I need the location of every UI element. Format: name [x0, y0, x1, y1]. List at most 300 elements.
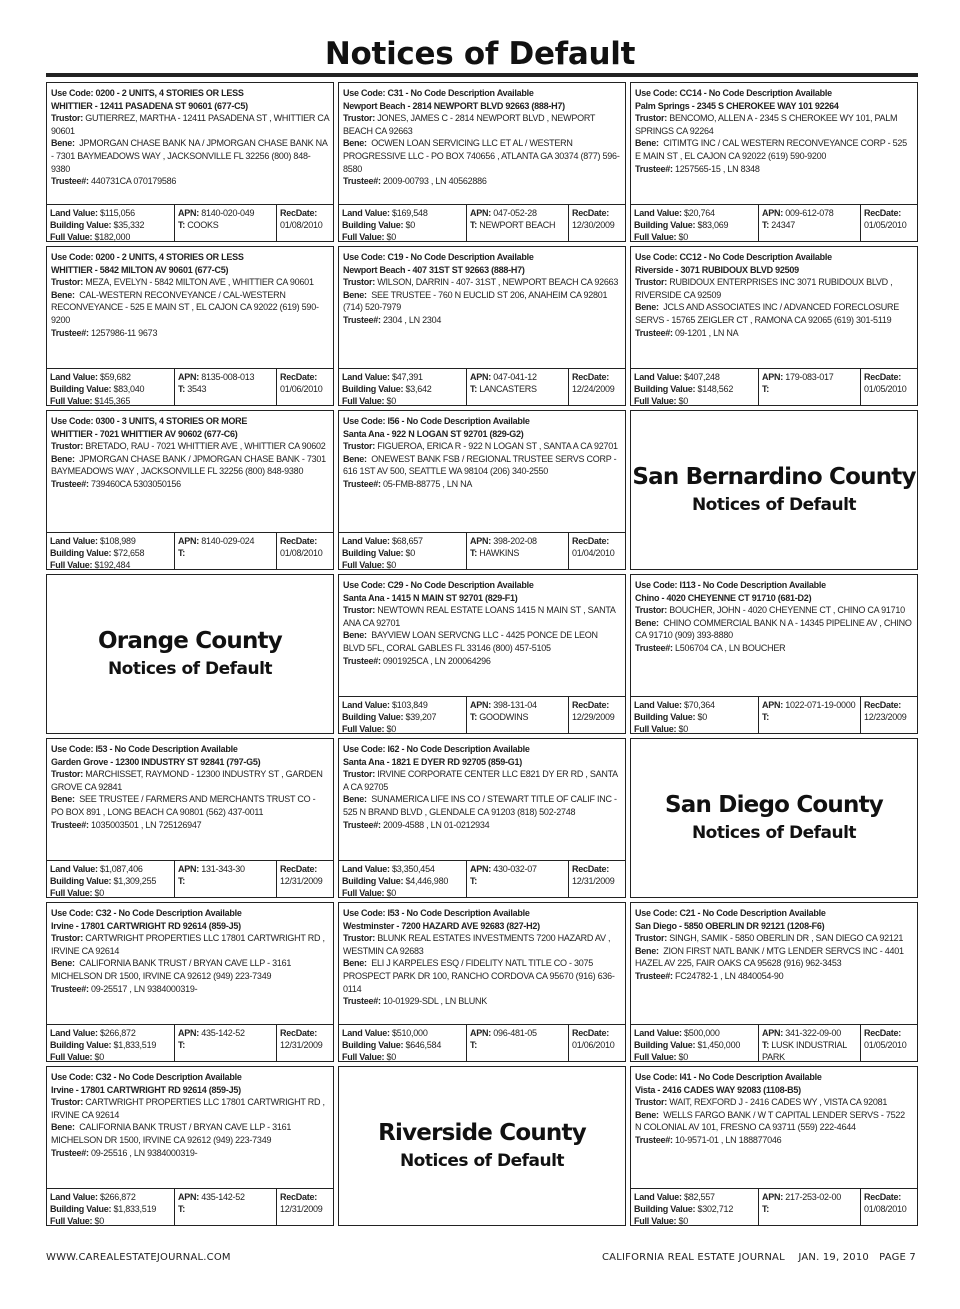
full-value: $0	[94, 1052, 105, 1061]
apn-column	[467, 369, 569, 405]
trustee-line	[51, 175, 329, 188]
t-label: T:	[178, 1204, 185, 1214]
notice-values	[47, 860, 333, 897]
apn-value: 430-032-07	[493, 864, 537, 874]
recdate-value: 12/24/2009	[572, 384, 615, 394]
apn-column	[759, 369, 861, 405]
apn-label: APN:	[178, 208, 199, 218]
building-value-line	[634, 1203, 755, 1215]
t-line	[178, 1203, 273, 1215]
notice-values	[339, 532, 625, 569]
notice-body	[47, 1067, 333, 1188]
building-value-line	[634, 711, 755, 723]
building-value: $1,309,255	[113, 876, 157, 886]
title-rule	[46, 73, 918, 77]
trustee-label: Trustee#:	[51, 1147, 89, 1158]
property-address: WHITTIER - 5842 MILTON AV 90601 (677-C5)	[51, 264, 229, 275]
t-line	[762, 1203, 857, 1215]
trustee-line	[343, 314, 621, 327]
apn-line	[470, 207, 565, 219]
value-column	[339, 861, 467, 897]
building-value-label: Building Value:	[342, 384, 404, 394]
recdate-label: RecDate:	[572, 536, 610, 546]
notice-card	[46, 410, 334, 570]
full-value-label: Full Value:	[342, 232, 385, 241]
county-subtitle: Notices of Default	[107, 659, 273, 679]
apn-label: APN:	[470, 864, 491, 874]
notice-values	[339, 368, 625, 405]
trustor-line	[51, 1096, 329, 1121]
value-column	[339, 697, 467, 733]
county-subtitle: Notices of Default	[399, 1151, 565, 1171]
apn-line	[470, 699, 565, 711]
apn-column	[175, 1025, 277, 1061]
land-value-label: Land Value:	[50, 1192, 98, 1202]
t-label: T:	[470, 712, 477, 722]
trustee-label: Trustee#:	[51, 327, 89, 338]
trustee-value: 440731CA 070179586	[91, 176, 177, 187]
building-value-label: Building Value:	[50, 548, 112, 558]
trustee-line	[635, 642, 913, 655]
trustor-line	[51, 440, 329, 453]
notice-body	[339, 575, 625, 696]
trustor-label: Trustor:	[343, 933, 376, 944]
recdate-column	[861, 697, 917, 733]
building-value-line	[50, 547, 171, 559]
trustor-label: Trustor:	[343, 441, 376, 452]
county-name: San Bernardino County	[632, 464, 916, 490]
trustor-label: Trustor:	[635, 1097, 668, 1108]
t-value: LUSK INDUSTRIAL PARK	[762, 1040, 847, 1061]
apn-line	[470, 371, 565, 383]
bene-value: SEE TRUSTEE - 760 N EUCLID ST 206, ANAHEIM CA 92801 (714) 520-7979	[343, 289, 608, 313]
t-line	[762, 711, 857, 723]
trustee-label: Trustee#:	[51, 983, 89, 994]
recdate-value: 01/08/2010	[864, 1204, 907, 1214]
land-value-line	[50, 1027, 171, 1039]
trustor-label: Trustor:	[343, 605, 376, 616]
building-value: $0	[405, 220, 416, 230]
land-value-label: Land Value:	[50, 208, 98, 218]
trustee-value: 2304 , LN 2304	[383, 314, 442, 325]
bene-label: Bene:	[635, 945, 659, 956]
use-code: Use Code: I53 - No Code Description Available	[343, 908, 530, 918]
bene-label: Bene:	[51, 1122, 75, 1133]
full-value: $0	[386, 232, 397, 241]
notice-card	[630, 574, 918, 734]
building-value: $4,446,980	[405, 876, 449, 886]
full-value-label: Full Value:	[342, 396, 385, 405]
apn-label: APN:	[762, 208, 783, 218]
footer-publication: CALIFORNIA REAL ESTATE JOURNAL	[602, 1252, 785, 1263]
land-value-label: Land Value:	[342, 208, 390, 218]
bene-label: Bene:	[343, 794, 367, 805]
full-value: $145,365	[94, 396, 131, 405]
trustee-line	[343, 995, 621, 1008]
building-value-label: Building Value:	[634, 1204, 696, 1214]
trustor-label: Trustor:	[635, 113, 668, 124]
notice-values	[47, 1188, 333, 1225]
apn-column	[759, 1189, 861, 1225]
land-value-label: Land Value:	[634, 1192, 682, 1202]
land-value: $510,000	[392, 1028, 428, 1038]
building-value: $39,207	[405, 712, 437, 722]
value-column	[47, 369, 175, 405]
full-value-label: Full Value:	[50, 396, 93, 405]
bene-value: SEE TRUSTEE / FARMERS AND MERCHANTS TRUST CO - PO BOX 891 , LONG BEACH CA 90801 (562) 437-0011	[51, 794, 316, 817]
land-value-label: Land Value:	[342, 372, 390, 382]
recdate-column	[277, 1189, 333, 1225]
bene-value: CAL-WESTERN RECONVEYANCE / CAL-WESTERN RECONVEYANCE - 525 E MAIN ST , EL CAJON CA 92022 (619) 590-9200	[51, 289, 319, 325]
land-value-line	[50, 371, 171, 383]
recdate-label: RecDate:	[572, 208, 610, 218]
trustor-value: SINGH, SAMIK - 5850 OBERLIN DR , SAN DIEGO CA 92121	[669, 933, 904, 944]
trustor-value: GUTIERREZ, MARTHA - 12411 PASADENA ST , WHITTIER CA 90601	[51, 113, 329, 136]
t-line	[762, 219, 857, 231]
bene-value: CALIFORNIA BANK TRUST / BRYAN CAVE LLP - 3161 MICHELSON DR 1500, IRVINE CA 92612 (949) 223-7349	[51, 1122, 292, 1145]
use-code: Use Code: C19 - No Code Description Available	[343, 252, 534, 262]
full-value-line	[634, 1051, 755, 1061]
use-code: Use Code: I62 - No Code Description Available	[343, 744, 530, 754]
land-value-label: Land Value:	[342, 536, 390, 546]
land-value-label: Land Value:	[50, 864, 98, 874]
bene-line	[51, 453, 329, 478]
notice-values	[339, 204, 625, 241]
t-label: T:	[470, 220, 477, 230]
land-value: $70,364	[684, 700, 715, 710]
trustee-line	[343, 175, 621, 188]
apn-value: 047-052-28	[493, 208, 537, 218]
building-value-label: Building Value:	[634, 220, 696, 230]
trustor-value: MARCHISSET, RAYMOND - 12300 INDUSTRY ST , GARDEN GROVE CA 92841	[51, 769, 323, 792]
trustor-value: WAIT, REXFORD J - 2416 CADES WY , VISTA CA 92081	[669, 1097, 888, 1108]
t-label: T:	[762, 384, 769, 394]
building-value: $35,332	[113, 220, 145, 230]
trustor-value: BOUCHER, JOHN - 4020 CHEYENNE CT , CHINO CA 91710	[669, 605, 905, 616]
land-value: $1,087,406	[100, 864, 143, 874]
trustee-line	[51, 478, 329, 491]
recdate-column	[277, 861, 333, 897]
apn-value: 217-253-02-00	[785, 1192, 842, 1202]
t-label: T:	[470, 876, 477, 886]
trustee-value: 0901925CA , LN 200064296	[383, 655, 491, 666]
notice-card	[630, 82, 918, 242]
land-value-line	[634, 1191, 755, 1203]
value-column	[47, 1189, 175, 1225]
full-value-line	[342, 231, 463, 241]
apn-label: APN:	[470, 700, 491, 710]
trustee-value: 1257565-15 , LN 8348	[675, 163, 760, 174]
bene-line	[51, 793, 329, 818]
t-line	[762, 383, 857, 395]
land-value-line	[342, 1027, 463, 1039]
full-value-label: Full Value:	[634, 396, 677, 405]
recdate-value: 01/04/2010	[572, 548, 615, 558]
building-value-label: Building Value:	[634, 712, 696, 722]
notice-values	[631, 1188, 917, 1225]
t-line	[470, 383, 565, 395]
land-value-line	[50, 863, 171, 875]
recdate-column	[569, 369, 625, 405]
t-line	[178, 875, 273, 887]
building-value-label: Building Value:	[342, 876, 404, 886]
full-value-label: Full Value:	[50, 232, 93, 241]
trustee-label: Trustee#:	[635, 163, 673, 174]
apn-value: 8140-020-049	[201, 208, 255, 218]
use-code: Use Code: CC14 - No Code Description Available	[635, 88, 832, 98]
recdate-label: RecDate:	[280, 864, 318, 874]
trustee-line	[635, 1134, 913, 1147]
property-address: Palm Springs - 2345 S CHEROKEE WAY 101 92264	[635, 100, 839, 111]
land-value-line	[634, 207, 755, 219]
apn-column	[175, 533, 277, 569]
recdate-value: 01/06/2010	[572, 1040, 615, 1050]
recdate-column	[861, 1189, 917, 1225]
use-code: Use Code: 0200 - 2 UNITS, 4 STORIES OR LESS	[51, 252, 244, 262]
land-value-line	[634, 371, 755, 383]
apn-column	[467, 1025, 569, 1061]
land-value: $3,350,454	[392, 864, 435, 874]
apn-column	[175, 861, 277, 897]
land-value-line	[634, 699, 755, 711]
building-value-label: Building Value:	[342, 548, 404, 558]
land-value-line	[342, 535, 463, 547]
county-header	[46, 574, 334, 734]
apn-line	[470, 1027, 565, 1039]
notice-card	[338, 82, 626, 242]
property-address: Vista - 2416 CADES WAY 92083 (1108-B5)	[635, 1084, 801, 1095]
bene-value: CHINO COMMERCIAL BANK N A - 14345 PIPELINE AV , CHINO CA 91710 (909) 393-8880	[635, 617, 912, 641]
notice-body	[47, 739, 333, 860]
building-value-label: Building Value:	[50, 1204, 112, 1214]
full-value-label: Full Value:	[634, 1216, 677, 1225]
t-label: T:	[762, 220, 769, 230]
notice-card	[46, 1066, 334, 1226]
bene-value: ELI J KARPELES ESQ / FIDELITY NATL TITLE CO - 3075 PROSPECT PARK DR 100, RANCHO CORDOVA CA 95670 (916) 636-0114	[343, 958, 615, 994]
bene-line	[343, 137, 621, 175]
land-value-label: Land Value:	[342, 700, 390, 710]
apn-label: APN:	[178, 536, 199, 546]
building-value: $1,450,000	[697, 1040, 741, 1050]
notice-body	[47, 247, 333, 368]
value-column	[631, 1189, 759, 1225]
full-value-line	[634, 395, 755, 405]
bene-line	[343, 453, 621, 478]
bene-label: Bene:	[343, 958, 367, 969]
trustor-value: CARTWRIGHT PROPERTIES LLC 17801 CARTWRIGHT RD , IRVINE CA 92614	[51, 933, 325, 956]
recdate-column	[569, 697, 625, 733]
notice-body	[339, 903, 625, 1024]
full-value-line	[342, 395, 463, 405]
property-address: Santa Ana - 922 N LOGAN ST 92701 (829-G2)	[343, 428, 524, 439]
full-value: $192,484	[94, 560, 131, 569]
trustee-value: 05-FMB-88775 , LN NA	[383, 478, 473, 489]
recdate-value: 01/05/2010	[864, 220, 907, 230]
bene-line	[635, 1109, 913, 1134]
trustor-value: NEWTOWN REAL ESTATE LOANS 1415 N MAIN ST , SANTA ANA CA 92701	[343, 605, 616, 628]
recdate-value: 01/05/2010	[864, 1040, 907, 1050]
trustor-value: WILSON, DARRIN - 407- 31ST , NEWPORT BEACH CA 92663	[377, 277, 619, 288]
trustee-label: Trustee#:	[343, 478, 381, 489]
trustee-value: 1257986-11 9673	[91, 327, 158, 338]
county-header	[338, 1066, 626, 1226]
building-value-label: Building Value:	[50, 876, 112, 886]
use-code: Use Code: C32 - No Code Description Available	[51, 1072, 242, 1082]
apn-label: APN:	[178, 1192, 199, 1202]
building-value-line	[634, 383, 755, 395]
trustee-line	[635, 970, 913, 983]
recdate-label: RecDate:	[864, 208, 902, 218]
county-name: Orange County	[98, 628, 282, 654]
t-value: COOKS	[187, 220, 219, 230]
bene-value: OCWEN LOAN SERVICING LLC ET AL / WESTERN PROGRESSIVE LLC - PO BOX 740656 , ATLANTA GA 30374 (877) 596-8580	[343, 138, 620, 174]
county-name: Riverside County	[378, 1120, 586, 1146]
recdate-column	[277, 1025, 333, 1061]
bene-value: WELLS FARGO BANK / W T CAPITAL LENDER SERVS - 7522 N COLONIAL AV 101, FRESNO CA 93711 (559) 222-4644	[635, 1109, 905, 1133]
land-value-label: Land Value:	[634, 700, 682, 710]
trustee-value: 1035003501 , LN 725126947	[91, 819, 202, 830]
notice-body	[631, 83, 917, 204]
notice-body	[631, 247, 917, 368]
trustee-label: Trustee#:	[635, 970, 673, 981]
bene-value: SUNAMERICA LIFE INS CO / STEWART TITLE OF CALIF INC - 525 N BRAND BLVD , GLENDALE CA 91203 (818) 502-2748	[343, 794, 617, 817]
notice-card	[338, 902, 626, 1062]
recdate-value: 12/31/2009	[280, 1040, 323, 1050]
trustee-label: Trustee#:	[343, 819, 381, 830]
apn-line	[762, 1191, 857, 1203]
footer-website: WWW.CAREALESTATEJOURNAL.COM	[46, 1252, 231, 1263]
trustee-label: Trustee#:	[635, 1134, 673, 1145]
bene-line	[51, 1121, 329, 1146]
trustee-label: Trustee#:	[343, 314, 381, 325]
t-line	[178, 219, 273, 231]
trustee-value: FC24782-1 , LN 4840054-90	[675, 970, 784, 981]
notice-values	[631, 696, 917, 733]
t-value: GOODWINS	[479, 712, 529, 722]
t-label: T:	[178, 384, 185, 394]
t-label: T:	[470, 548, 477, 558]
notice-card	[46, 738, 334, 898]
full-value: $0	[678, 232, 689, 241]
land-value-label: Land Value:	[50, 372, 98, 382]
land-value: $266,872	[100, 1028, 136, 1038]
notice-card	[46, 246, 334, 406]
notice-body	[47, 83, 333, 204]
full-value-label: Full Value:	[50, 1052, 93, 1061]
building-value: $0	[405, 548, 416, 558]
bene-line	[343, 289, 621, 314]
trustor-label: Trustor:	[51, 441, 84, 452]
bene-line	[51, 137, 329, 175]
notice-values	[339, 860, 625, 897]
apn-line	[470, 863, 565, 875]
land-value: $20,764	[684, 208, 715, 218]
use-code: Use Code: I56 - No Code Description Available	[343, 416, 530, 426]
apn-value: 398-131-04	[493, 700, 537, 710]
full-value: $0	[386, 724, 397, 733]
notice-values	[47, 368, 333, 405]
full-value-label: Full Value:	[634, 1052, 677, 1061]
trustor-label: Trustor:	[51, 933, 84, 944]
recdate-value: 12/30/2009	[572, 220, 615, 230]
t-label: T:	[470, 1040, 477, 1050]
full-value-label: Full Value:	[342, 1052, 385, 1061]
value-column	[631, 205, 759, 241]
notice-body	[339, 411, 625, 532]
notice-card	[338, 738, 626, 898]
apn-line	[178, 207, 273, 219]
notice-card	[46, 902, 334, 1062]
value-column	[47, 533, 175, 569]
land-value-label: Land Value:	[342, 1028, 390, 1038]
trustee-value: 10-9571-01 , LN 188877046	[675, 1134, 782, 1145]
trustor-label: Trustor:	[51, 1097, 84, 1108]
apn-line	[178, 1191, 273, 1203]
apn-line	[762, 371, 857, 383]
use-code: Use Code: 0200 - 2 UNITS, 4 STORIES OR LESS	[51, 88, 244, 98]
t-line	[178, 1039, 273, 1051]
recdate-value: 01/05/2010	[864, 384, 907, 394]
footer-date: JAN. 19, 2010	[798, 1252, 869, 1263]
land-value: $59,682	[100, 372, 131, 382]
value-column	[631, 1025, 759, 1061]
land-value-line	[342, 863, 463, 875]
trustee-line	[51, 983, 329, 996]
apn-line	[762, 699, 857, 711]
t-label: T:	[470, 384, 477, 394]
trustor-label: Trustor:	[635, 277, 668, 288]
recdate-column	[861, 1025, 917, 1061]
bene-label: Bene:	[51, 138, 75, 149]
land-value-line	[50, 207, 171, 219]
trustee-label: Trustee#:	[51, 478, 89, 489]
building-value-label: Building Value:	[50, 220, 112, 230]
building-value-line	[50, 219, 171, 231]
property-address: San Diego - 5850 OBERLIN DR 92121 (1208-F6)	[635, 920, 825, 931]
recdate-label: RecDate:	[864, 1028, 902, 1038]
full-value-line	[50, 887, 171, 897]
land-value: $82,557	[684, 1192, 715, 1202]
notice-values	[631, 204, 917, 241]
trustee-value: 2009-4588 , LN 01-0212934	[383, 819, 490, 830]
full-value: $0	[678, 724, 689, 733]
t-label: T:	[178, 220, 185, 230]
t-line	[178, 383, 273, 395]
recdate-label: RecDate:	[280, 372, 318, 382]
trustor-label: Trustor:	[343, 769, 376, 780]
trustee-label: Trustee#:	[51, 819, 89, 830]
footer-page: PAGE 7	[879, 1252, 916, 1263]
building-value-line	[50, 383, 171, 395]
recdate-label: RecDate:	[572, 1028, 610, 1038]
property-address: Santa Ana - 1415 N MAIN ST 92701 (829-F1)	[343, 592, 518, 603]
apn-label: APN:	[178, 1028, 199, 1038]
bene-value: CITIMTG INC / CAL WESTERN RECONVEYANCE CORP - 525 E MAIN ST , EL CAJON CA 92022 (619) 590-9200	[635, 138, 907, 161]
notice-card	[338, 574, 626, 734]
use-code: Use Code: C32 - No Code Description Available	[51, 908, 242, 918]
value-column	[339, 1025, 467, 1061]
building-value-line	[50, 875, 171, 887]
trustor-line	[51, 112, 329, 137]
t-label: T:	[762, 1204, 769, 1214]
apn-label: APN:	[470, 1028, 491, 1038]
apn-line	[178, 535, 273, 547]
t-line	[178, 547, 273, 559]
bene-value: JPMORGAN CHASE BANK NA / JPMORGAN CHASE BANK NA - 7301 BAYMEADOWS WAY , JACKSONVILLE FL 32256 (800) 848-9380	[51, 138, 328, 174]
use-code: Use Code: I53 - No Code Description Available	[51, 744, 238, 754]
trustee-value: 739460CA 5303050156	[91, 478, 181, 489]
trustor-value: BRETADO, RAU - 7021 WHITTIER AVE , WHITTIER CA 90602	[85, 441, 326, 452]
